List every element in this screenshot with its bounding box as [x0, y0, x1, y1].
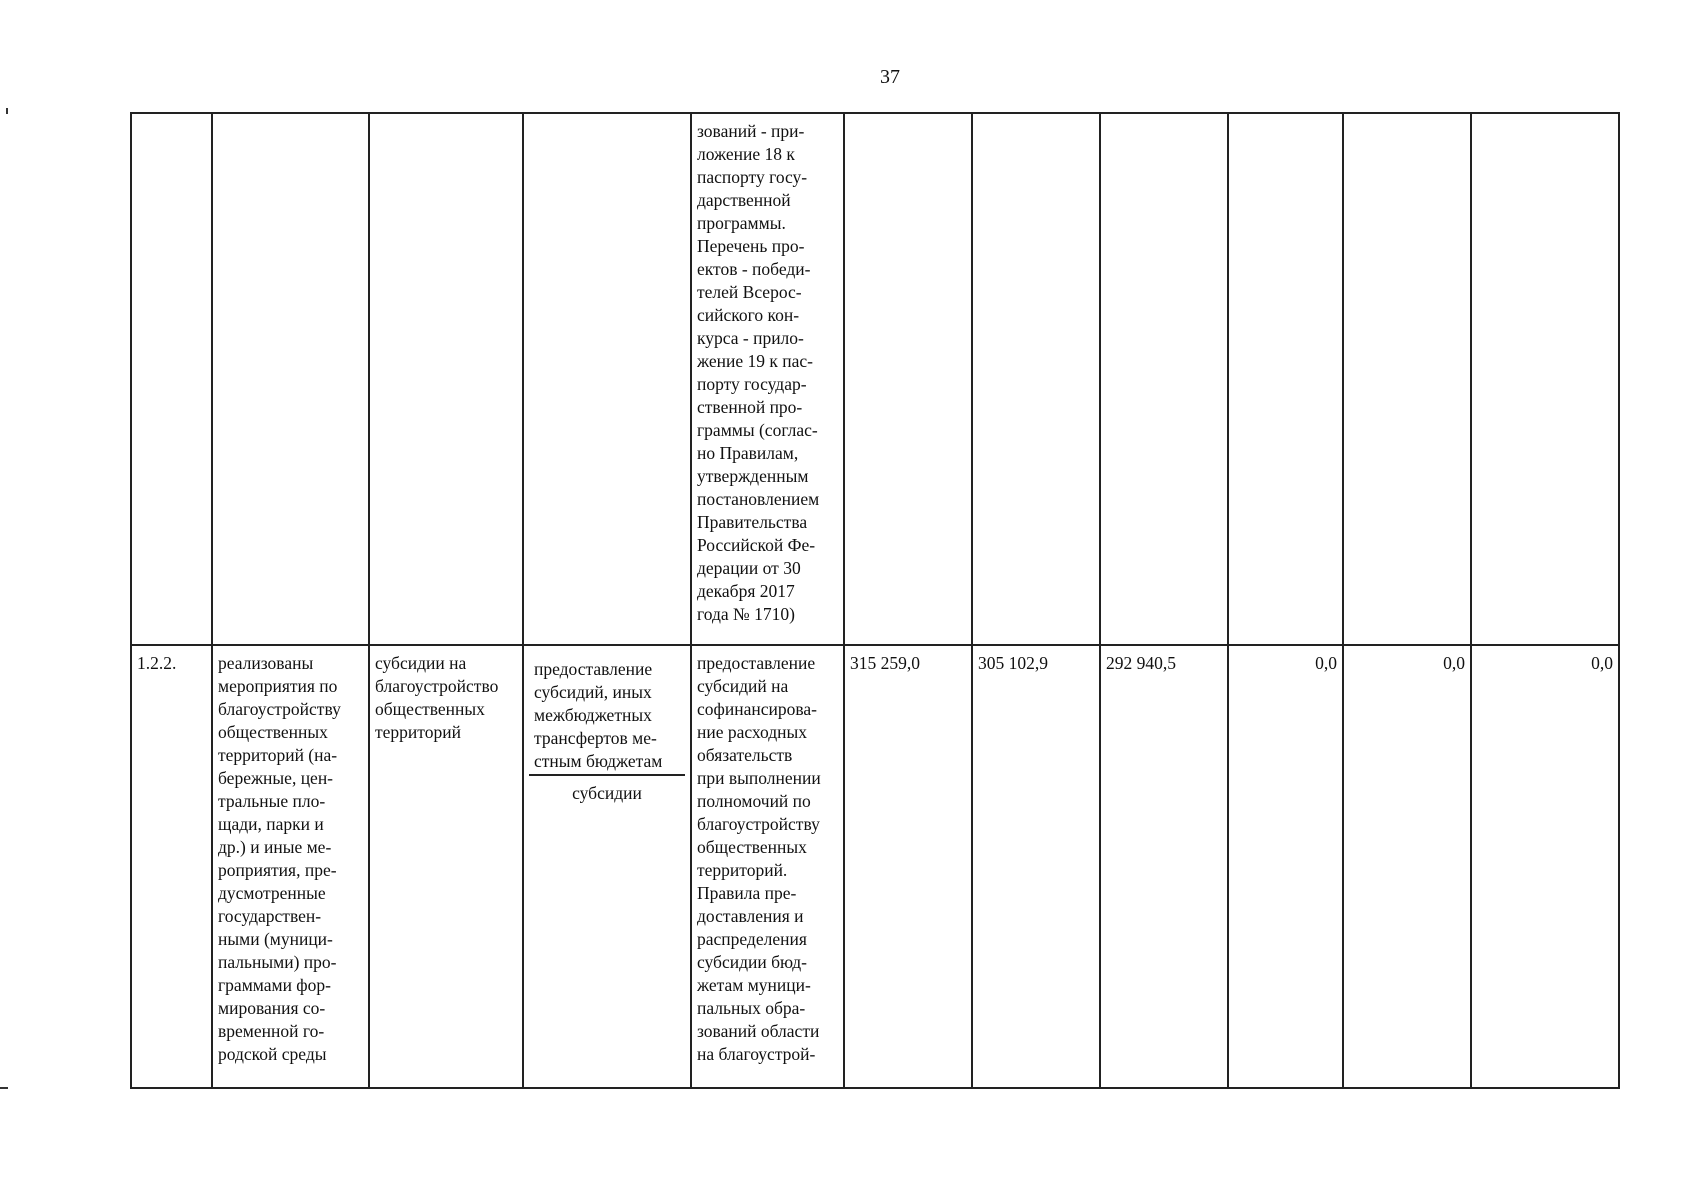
description-continuation-text: зований - при- ложение 18 к паспорту госу- дарственной программы. Перечень про- ектов - победи- телей Всерос- сийского кон- курса - прило- жение 19 к пас- порту государ- ственной про- граммы (соглас- но Правилам, утвержденным постановлением Правительства Российской Фе- дерации от 30 декабря 2017 года № 1710) — [697, 121, 820, 624]
cell-number-empty — [131, 113, 212, 645]
scan-mark-left-bottom — [0, 1087, 8, 1089]
cell-value-2: 305 102,9 — [972, 645, 1100, 1088]
cell-value-6-empty — [1471, 113, 1619, 645]
cell-result-empty — [212, 113, 369, 645]
cell-row-number: 1.2.2. — [131, 645, 212, 1088]
type-text: субсидии на благоустройство общественных территорий — [375, 653, 499, 742]
cell-type — [369, 645, 523, 1088]
cell-mechanism — [523, 645, 691, 1088]
page-number: 37 — [880, 66, 900, 88]
cell-value-3: 292 940,5 — [1100, 645, 1228, 1088]
program-table — [130, 112, 1620, 1089]
result-text: реализованы мероприятия по благоустройству общественных территорий (на- бережные, цен- тральные пло- щади, парки и др.) и иные ме- роприятия, пре- дусмотренные государствен- ными (муници- пальными) про- граммами фор- мирования со- временной го- родской среды — [218, 653, 341, 1064]
table-row-1-2-2 — [131, 645, 1619, 1088]
cell-result — [212, 645, 369, 1088]
cell-value-6: 0,0 — [1471, 645, 1619, 1088]
cell-type-empty — [369, 113, 523, 645]
cell-value-2-empty — [972, 113, 1100, 645]
cell-value-4-empty — [1228, 113, 1343, 645]
cell-value-1: 315 259,0 — [844, 645, 972, 1088]
scan-mark-left-top — [6, 108, 8, 114]
cell-value-5-empty — [1343, 113, 1471, 645]
cell-value-1-empty — [844, 113, 972, 645]
cell-description — [691, 645, 844, 1088]
mechanism-top: предоставление субсидий, иных межбюджетных трансфертов ме- стным бюджетам — [529, 652, 685, 776]
description-text: предоставление субсидий на софинансирова- ние расходных обязательств при выполнении полномочий по благоустройству общественных территорий. Правила пре- доставления и распределения субсидии бюд- жетам муници- пальных обра- зований области на благоустрой- — [697, 653, 821, 1064]
cell-mechanism-empty — [523, 113, 691, 645]
cell-value-5: 0,0 — [1343, 645, 1471, 1088]
cell-value-3-empty — [1100, 113, 1228, 645]
table-row-continuation — [131, 113, 1619, 645]
cell-description-continuation — [691, 113, 844, 645]
mechanism-bottom: субсидии — [572, 783, 642, 803]
cell-value-4: 0,0 — [1228, 645, 1343, 1088]
